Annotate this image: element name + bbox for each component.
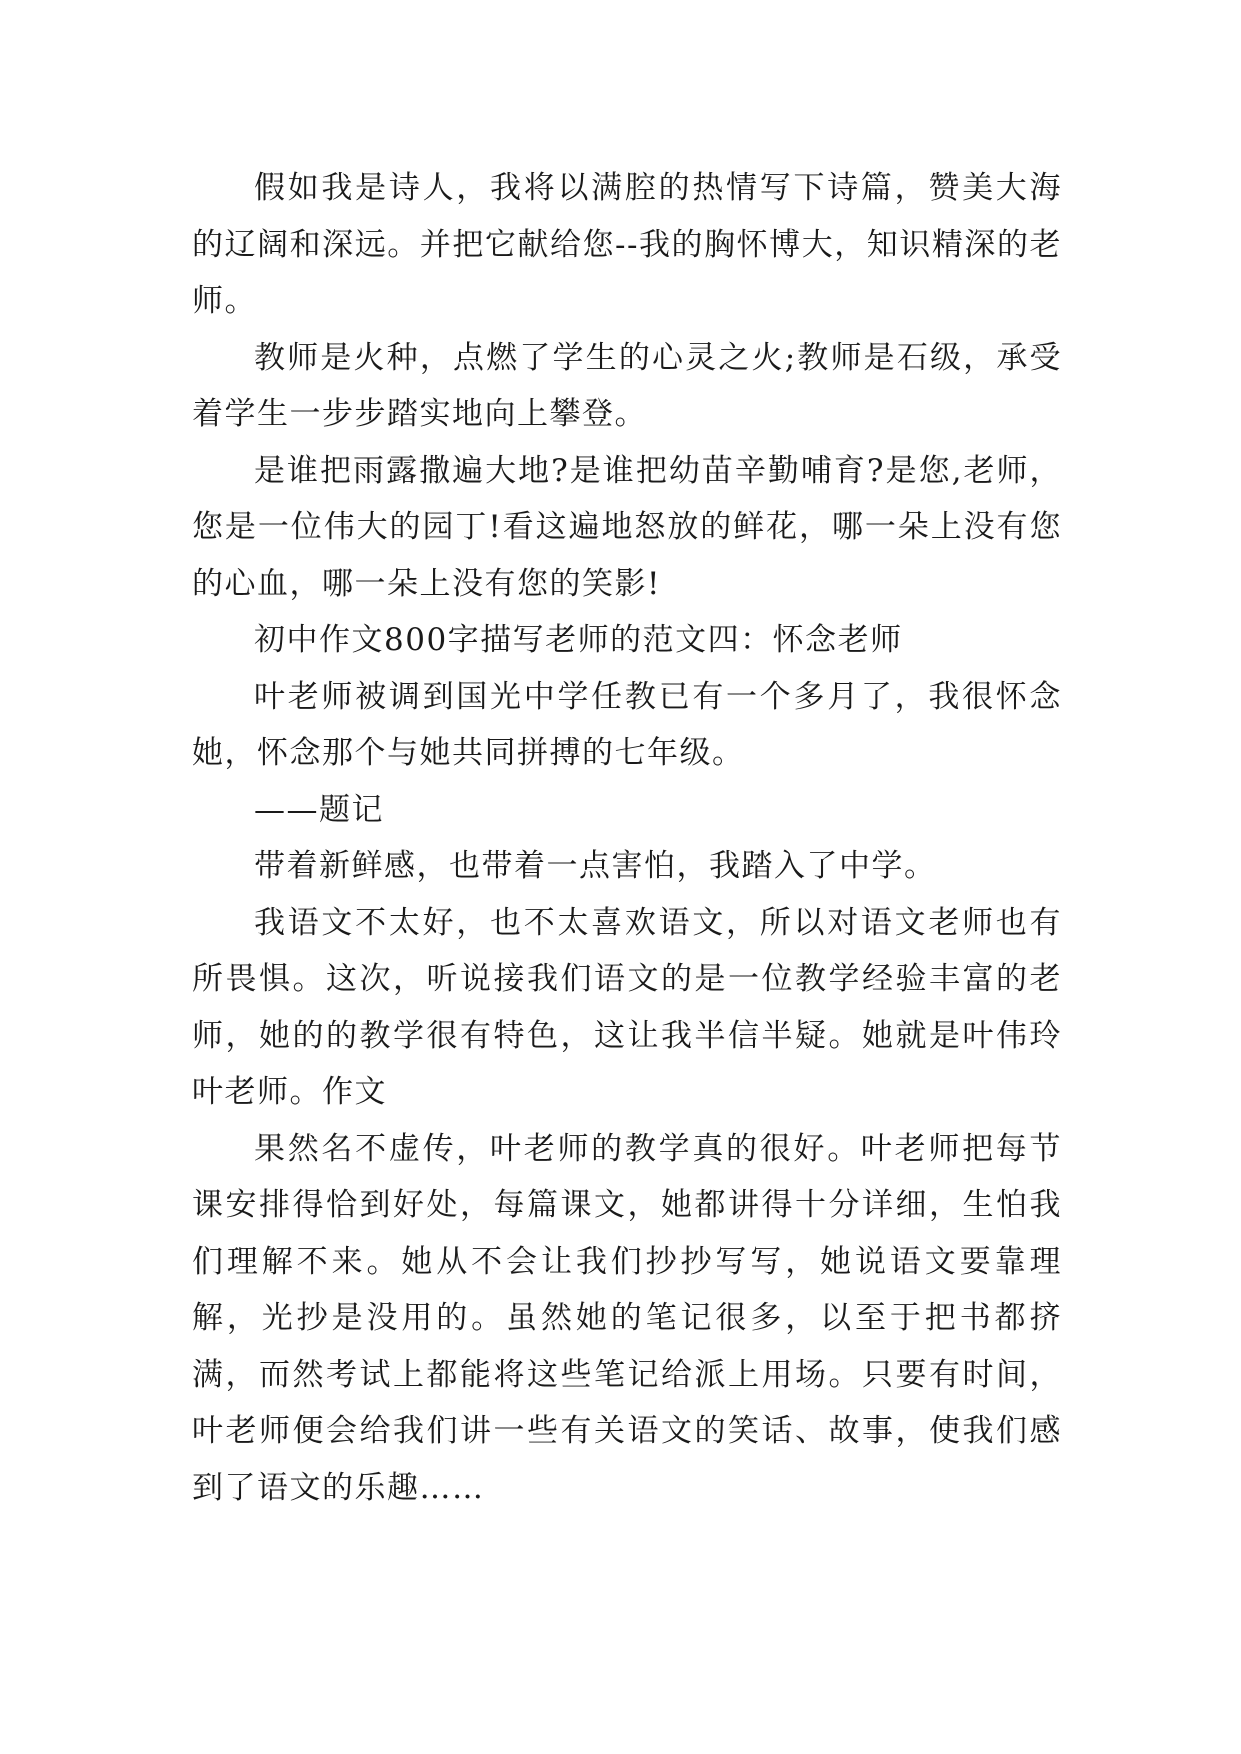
paragraph-gardener: 是谁把雨露撒遍大地?是谁把幼苗辛勤哺育?是您,老师，您是一位伟大的园丁!看这遍地怒放的鲜花，哪一朵上没有您的心血，哪一朵上没有您的笑影! (192, 452, 1062, 602)
paragraph-miss-teacher: 叶老师被调到国光中学任教已有一个多月了，我很怀念她，怀念那个与她共同拼搏的七年级。 (192, 678, 1062, 771)
section-heading: 初中作文800字描写老师的范文四：怀念老师 (254, 622, 903, 658)
paragraph-teacher-fire: 教师是火种，点燃了学生的心灵之火;教师是石级，承受着学生一步步踏实地向上攀登。 (192, 339, 1062, 432)
document-body (192, 160, 1062, 1516)
paragraph-enter-school: 带着新鲜感，也带着一点害怕，我踏入了中学。 (254, 848, 937, 884)
paragraph-epigraph: ——题记 (254, 791, 384, 828)
paragraph-poet: 假如我是诗人，我将以满腔的热情写下诗篇，赞美大海的辽阔和深远。并把它献给您--我的胸怀博大，知识精深的老师。 (192, 170, 1062, 319)
paragraph-chinese-class: 我语文不太好，也不太喜欢语文，所以对语文老师也有所畏惧。这次，听说接我们语文的是一位教学经验丰富的老师，她的的教学很有特色，这让我半信半疑。她就是叶伟玲叶老师。作文 (192, 904, 1062, 1110)
paragraph-teaching: 果然名不虚传，叶老师的教学真的很好。叶老师把每节课安排得恰到好处，每篇课文，她都讲得十分详细，生怕我们理解不来。她从不会让我们抄抄写写，她说语文要靠理解，光抄是没用的。虽然她的笔记很多，以至于把书都挤满，而然考试上都能将这些笔记给派上用场。只要有时间，叶老师便会给我们讲一些有关语文的笑话、故事，使我们感到了语文的乐趣…… (192, 1130, 1062, 1506)
